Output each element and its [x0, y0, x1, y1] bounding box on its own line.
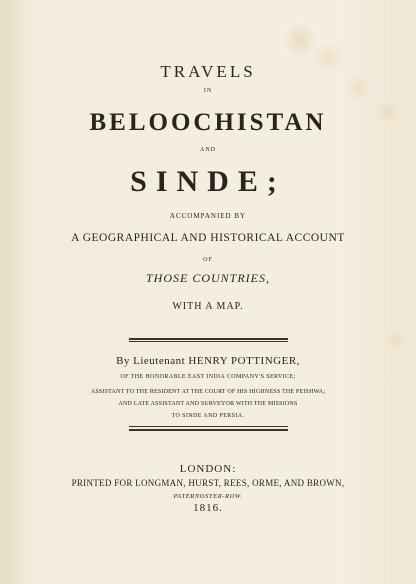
author-assistant: ASSISTANT TO THE RESIDENT AT THE COURT OF HIS HIGHNESS THE PEISHWA;: [90, 389, 326, 395]
title-sinde: SINDE;: [130, 165, 286, 198]
divider-bottom-thin: [129, 426, 288, 427]
imprint-street: PATERNOSTER-ROW.: [173, 493, 243, 500]
subtitle-accompanied: ACCOMPANIED BY: [169, 212, 247, 220]
divider-bottom: [129, 429, 288, 431]
imprint-printer: PRINTED FOR LONGMAN, HURST, REES, ORME, AND BROWN,: [71, 478, 345, 488]
title-beloochistan: BELOOCHISTAN: [89, 109, 327, 136]
subtitle-of: OF: [203, 257, 213, 263]
subtitle-countries: THOSE COUNTRIES,: [145, 271, 270, 285]
divider-top-thin: [129, 341, 288, 342]
author-missions: TO SINDE AND PERSIA.: [171, 413, 245, 419]
title-and: AND: [200, 147, 216, 153]
title-in: IN: [203, 88, 213, 94]
subtitle-account: A GEOGRAPHICAL AND HISTORICAL ACCOUNT: [71, 232, 345, 244]
author-surveyor: AND LATE ASSISTANT AND SURVEYOR WITH THE MISSIONS: [118, 401, 298, 407]
author-service: OF THE HONORABLE EAST INDIA COMPANY'S SERVICE;: [120, 374, 296, 380]
imprint-year: 1816.: [193, 502, 223, 514]
subtitle-map: WITH A MAP.: [172, 301, 244, 312]
author-byline: By Lieutenant HENRY POTTINGER,: [116, 355, 300, 367]
title-travels: TRAVELS: [160, 62, 256, 81]
divider-top: [129, 338, 288, 340]
imprint-city: LONDON:: [179, 463, 237, 475]
